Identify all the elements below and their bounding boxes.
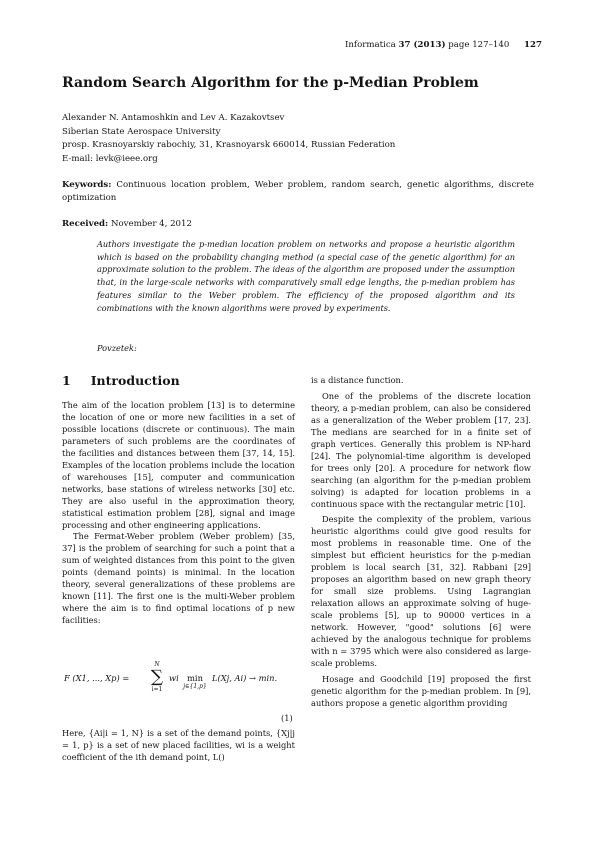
section-title: Introduction xyxy=(90,373,180,388)
paper-title: Random Search Algorithm for the p-Median Problem xyxy=(62,75,479,91)
section-heading xyxy=(62,373,180,388)
authors: Alexander N. Antamoshkin and Lev A. Kazakovtsev xyxy=(62,113,285,123)
paragraph: One of the problems of the discrete location theory, a p-median problem, can also be considered as a generalization of the Weber problem [17, 23]. The medians are searched for in a finite set of graph vertices. Generally this problem is NP-hard [24]. The polynomial-time algorithm is developed for trees only [20]. A procedure for network flow searching (an algorithm for the p-median problem solving) is adapted for location problems in a continuous space with the rectangular metric [10]. xyxy=(311,390,531,509)
affiliation: Siberian State Aerospace University xyxy=(62,126,221,137)
received-line xyxy=(62,219,192,229)
keywords xyxy=(62,179,534,205)
povzetek: Povzetek: xyxy=(97,343,137,353)
sigma-glyph: ∑ xyxy=(150,667,164,687)
equation-rhs: L(Xj, Ai) → min. xyxy=(212,673,278,683)
received-label: Received: xyxy=(62,219,109,229)
min-operator xyxy=(182,673,208,691)
paragraph: Despite the complexity of the problem, various heuristic algorithms could give good results for most problems in reasonable time. One of the simplest but efficient heuristics for the p-median problem is local search [31, 32]. Rabbani [29] proposes an algorithm based on new graph theory for small size problems. Using Lagrangian relaxation allows an approximate solving of huge-scale problems [5], up to 90000 vertices in a network. However, "good" solutions [6] were achieved by the analogous technique for problems with n = 3795 which were also considered as large-scale problems. xyxy=(311,514,531,668)
sum-upper-limit: N xyxy=(154,661,160,668)
min-subscript: j∈{1,p} xyxy=(183,683,207,690)
journal-volume: 37 (2013) xyxy=(398,40,446,50)
author-block xyxy=(62,112,395,166)
equation xyxy=(62,655,295,703)
weight-term: wi xyxy=(169,673,179,683)
summation-symbol xyxy=(149,661,165,693)
right-column xyxy=(311,375,531,710)
sum-lower-limit: i=1 xyxy=(151,686,163,693)
paragraph: The aim of the location problem [13] is to determine the location of one or more new facilities in a set of possible locations (discrete or continuous). The main parameters of such problems are the coordinates of the facilities and distances between them [37, 14, 15]. Examples of the location problems include the location of warehouses [15], computer and communication networks, base stations of wireless networks [30] etc. They are also useful in the approximation theory, statistical estimation problem [28], signal and image processing and other engineering applications. xyxy=(62,400,295,530)
address: prosp. Krasnoyarskiy rabochiy, 31, Krasnoyarsk 660014, Russian Federation xyxy=(62,140,396,151)
page-number: 127 xyxy=(524,40,542,50)
keywords-text: Continuous location problem, Weber problem, random search, genetic algorithms, discrete optimization xyxy=(62,180,535,203)
min-label: min xyxy=(187,673,203,683)
paragraph: Hosage and Goodchild [19] proposed the first genetic algorithm for the p-median problem. In [9], authors propose a genetic algorithm providing xyxy=(311,673,531,708)
received-date: November 4, 2012 xyxy=(110,219,192,229)
abstract: Authors investigate the p-median location problem on networks and propose a heuristic algorithm which is based on the probability changing method (a special case of the genetic algorithm) for an approximate solution to the problem. The ideas of the algorithm are proposed under the assumption that, in the large-scale networks with comparatively small edge lengths, the p-median problem has features similar to the Weber problem. The efficiency of the proposed algorithm and its combinations with the known algorithms were proved by experiments. xyxy=(97,239,515,313)
equation-lhs: F (X1, ..., Xp) = xyxy=(64,673,130,683)
paragraph: is a distance function. xyxy=(311,375,404,385)
section-number: 1 xyxy=(62,373,71,388)
paragraph: Here, {Ai|i = 1, N} is a set of the demand points, {Xj|j = 1, p} is a set of new placed facilities, wi is a weight coefficient of the ith demand point, L() xyxy=(62,728,295,762)
equation-number: (1) xyxy=(281,713,293,723)
left-column-continued xyxy=(62,728,295,764)
page-range: page 127–140 xyxy=(448,40,510,50)
email: E-mail: levk@ieee.org xyxy=(62,153,158,164)
left-column xyxy=(62,400,295,627)
journal-name: Informatica xyxy=(344,40,396,50)
running-header xyxy=(345,40,542,50)
keywords-label: Keywords: xyxy=(62,180,112,190)
paragraph: The Fermat-Weber problem (Weber problem) [35, 37] is the problem of searching for such a point that a sum of weighted distances from this point to the given points (demand points) is minimal. In the location theory, several generalizations of these problems are known [11]. The first one is the multi-Weber problem where the aim is to find optimal locations of p new facilities: xyxy=(62,531,295,626)
